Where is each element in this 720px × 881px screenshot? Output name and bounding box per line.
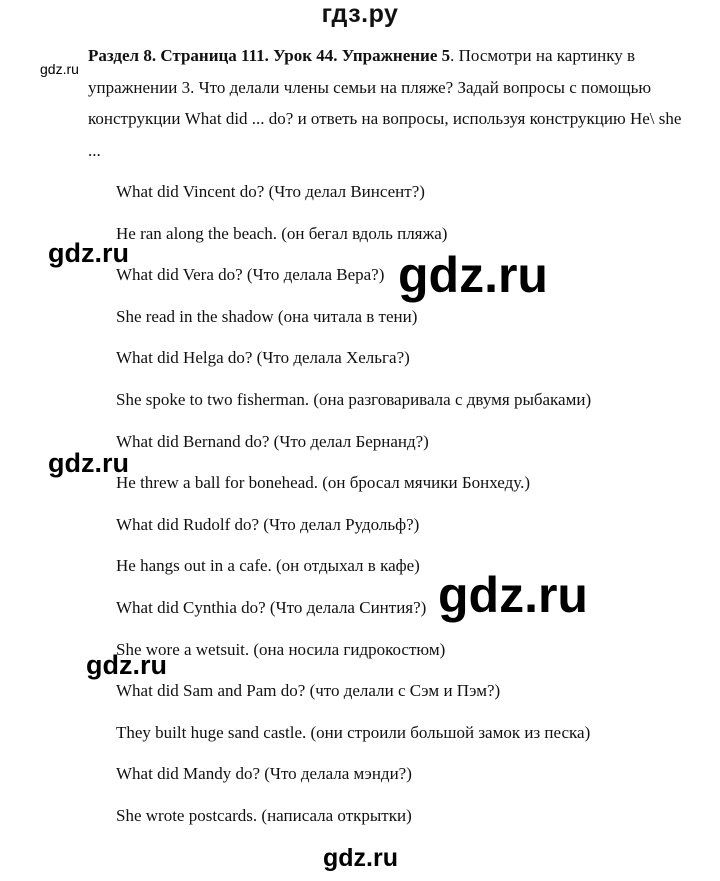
watermark: gdz.ru <box>86 650 167 680</box>
answer-line-reply: She read in the shadow (она читала в тени) <box>116 306 418 326</box>
watermark: gdz.ru <box>40 61 79 77</box>
answer-line-reply: He ran along the beach. (он бегал вдоль пляжа) <box>116 223 448 243</box>
answer-line-reply: She spoke to two fisherman. (она разговаривала с двумя рыбаками) <box>116 389 592 409</box>
exercise-instruction: . Посмотри на картинку в упражнении 3. Что делали члены семьи на пляже? Задай вопросы с помощью конструкции What did ... do? и ответь на вопросы, используя конструкцию He\ she ... <box>88 46 682 160</box>
answer-line-question: What did Bernand do? (Что делал Бернанд?) <box>116 431 429 451</box>
exercise-intro <box>88 40 688 166</box>
watermark: gdz.ru <box>438 567 588 623</box>
answer-line-reply: He threw a ball for bonehead. (он бросал мячики Бонхеду.) <box>116 473 530 493</box>
watermark: gdz.ru <box>48 238 129 268</box>
answer-line-question: What did Vincent do? (Что делал Винсент?) <box>116 182 425 201</box>
exercise-intro-paragraph <box>88 40 688 166</box>
site-title: гдз.ру <box>321 0 399 28</box>
answer-line-question: What did Cynthia do? (Что делала Синтия?) <box>116 597 427 617</box>
watermark: gdz.ru <box>398 247 548 303</box>
exercise-heading: Раздел 8. Страница 111. Урок 44. Упражнение 5 <box>88 46 451 65</box>
answer-line-question: What did Rudolf do? (Что делал Рудольф?) <box>116 514 420 534</box>
answer-line-question: What did Vera do? (Что делала Вера?) <box>116 265 385 285</box>
answer-line-question: What did Helga do? (Что делала Хельга?) <box>116 348 410 368</box>
answer-line-reply: He hangs out in a cafe. (он отдыхал в кафе) <box>116 556 420 576</box>
answer-line-question: What did Mandy do? (Что делала мэнди?) <box>116 764 412 784</box>
watermark: gdz.ru <box>323 844 398 872</box>
answer-line-reply: She wore a wetsuit. (она носила гидрокостюм) <box>116 639 446 659</box>
answer-line-reply: They built huge sand castle. (они строили большой замок из песка) <box>116 722 591 742</box>
watermark: gdz.ru <box>48 448 129 478</box>
answer-line-question: What did Sam and Pam do? (что делали с Сэм и Пэм?) <box>116 681 501 701</box>
answer-line-reply: She wrote postcards. (написала открытки) <box>116 805 412 825</box>
